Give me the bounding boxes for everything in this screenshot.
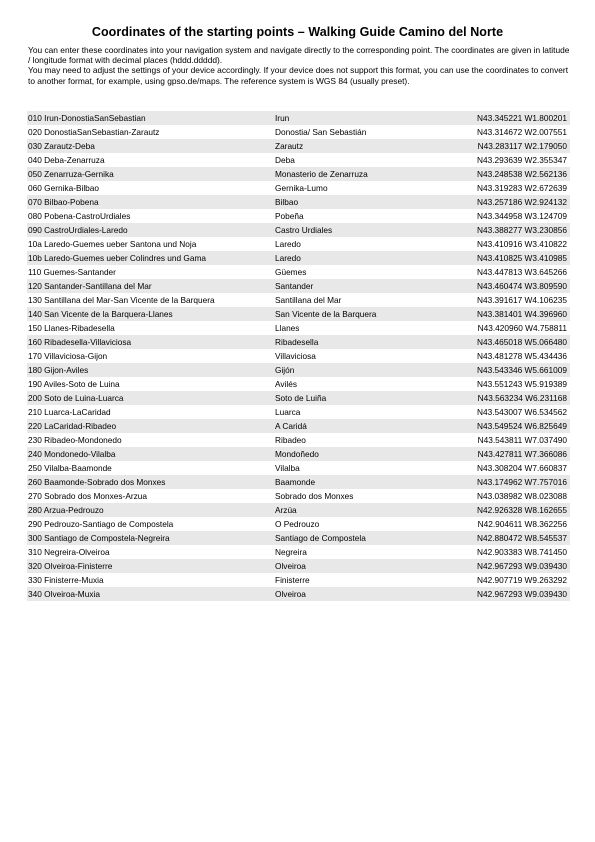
table-row (27, 279, 570, 293)
place-cell: Irun (275, 113, 290, 123)
coords-cell: N43.549524 W6.825649 (477, 421, 567, 431)
stage-cell: 050 Zenarruza-Gernika (28, 169, 114, 179)
coords-cell: N42.903383 W8.741450 (477, 547, 567, 557)
place-cell: Ribadesella (275, 337, 319, 347)
coords-cell: N43.427811 W7.366086 (477, 449, 567, 459)
place-cell: Gernika-Lumo (275, 183, 328, 193)
place-cell: Negreira (275, 547, 307, 557)
stage-cell: 220 LaCaridad-Ribadeo (28, 421, 117, 431)
stage-cell: 300 Santiago de Compostela-Negreira (28, 533, 170, 543)
place-cell: Santillana del Mar (275, 295, 342, 305)
intro-paragraph-2: You may need to adjust the settings of your device accordingly. If your device does not support this format, you can use the coordinates to convert to another format, for example, using gpso.de/maps. The reference system is WGS 84 (usually preset). (28, 65, 569, 86)
stage-cell: 010 Irun-DonostiaSanSebastian (28, 113, 146, 123)
place-cell: Pobeña (275, 211, 304, 221)
coords-cell: N43.447813 W3.645266 (477, 267, 567, 277)
place-cell: Laredo (275, 239, 301, 249)
place-cell: Donostia/ San Sebastián (275, 127, 367, 137)
place-cell: Monasterio de Zenarruza (275, 169, 368, 179)
coords-cell: N42.967293 W9.039430 (477, 561, 567, 571)
table-row (27, 573, 570, 587)
place-cell: Santiago de Compostela (275, 533, 366, 543)
table-row (27, 531, 570, 545)
coords-cell: N43.345221 W1.800201 (477, 113, 567, 123)
place-cell: Llanes (275, 323, 300, 333)
coords-cell: N42.926328 W8.162655 (477, 505, 567, 515)
coords-cell: N43.283117 W2.179050 (477, 141, 567, 151)
page-title: Coordinates of the starting points – Walking Guide Camino del Norte (91, 25, 504, 39)
coords-cell: N43.410916 W3.410822 (477, 239, 567, 249)
stage-cell: 330 Finisterre-Muxia (28, 575, 104, 585)
coords-cell: N43.391617 W4.106235 (477, 295, 567, 305)
place-cell: O Pedrouzo (275, 519, 320, 529)
stage-cell: 130 Santillana del Mar-San Vicente de la Barquera (28, 295, 215, 305)
table-row (27, 125, 570, 139)
stage-cell: 270 Sobrado dos Monxes-Arzua (28, 491, 147, 501)
place-cell: Ribadeo (275, 435, 306, 445)
table-row (27, 447, 570, 461)
coords-cell: N43.481278 W5.434436 (477, 351, 567, 361)
table-row (27, 391, 570, 405)
coords-cell: N43.174962 W7.757016 (477, 477, 567, 487)
table-row (27, 489, 570, 503)
stage-cell: 150 Llanes-Ribadesella (28, 323, 115, 333)
table-row (27, 209, 570, 223)
place-cell: Bilbao (275, 197, 299, 207)
stage-cell: 310 Negreira-Olveiroa (28, 547, 110, 557)
place-cell: Baamonde (275, 477, 316, 487)
coordinates-table (27, 111, 570, 601)
stage-cell: 040 Deba-Zenarruza (28, 155, 105, 165)
stage-cell: 250 Vilalba-Baamonde (28, 463, 112, 473)
stage-cell: 290 Pedrouzo-Santiago de Compostela (28, 519, 174, 529)
coords-cell: N43.319283 W2.672639 (477, 183, 567, 193)
stage-cell: 210 Luarca-LaCaridad (28, 407, 111, 417)
place-cell: Gijón (275, 365, 295, 375)
coords-cell: N43.257186 W2.924132 (477, 197, 567, 207)
table-row (27, 265, 570, 279)
intro-text (28, 45, 570, 86)
stage-cell: 020 DonostiaSanSebastian-Zarautz (28, 127, 160, 137)
coords-cell: N43.460474 W3.809590 (477, 281, 567, 291)
place-cell: Olveiroa (275, 561, 306, 571)
table-row (27, 335, 570, 349)
place-cell: Villaviciosa (275, 351, 316, 361)
table-row (27, 167, 570, 181)
coords-cell: N43.314672 W2.007551 (477, 127, 567, 137)
place-cell: Sobrado dos Monxes (275, 491, 354, 501)
place-cell: Luarca (275, 407, 301, 417)
table-row (27, 195, 570, 209)
stage-cell: 070 Bilbao-Pobena (28, 197, 99, 207)
place-cell: Castro Urdiales (275, 225, 333, 235)
stage-cell: 160 Ribadesella-Villaviciosa (28, 337, 132, 347)
stage-cell: 240 Mondonedo-Vilalba (28, 449, 116, 459)
coords-cell: N43.420960 W4.758811 (477, 323, 567, 333)
coords-cell: N43.248538 W2.562136 (477, 169, 567, 179)
coords-cell: N43.038982 W8.023088 (477, 491, 567, 501)
table-row (27, 377, 570, 391)
coords-cell: N43.308204 W7.660837 (477, 463, 567, 473)
table-row (27, 293, 570, 307)
table-row (27, 461, 570, 475)
stage-cell: 280 Arzua-Pedrouzo (28, 505, 104, 515)
stage-cell: 030 Zarautz-Deba (28, 141, 95, 151)
stage-cell: 260 Baamonde-Sobrado dos Monxes (28, 477, 166, 487)
table-row (27, 559, 570, 573)
coords-cell: N42.880472 W8.545537 (477, 533, 567, 543)
table-row (27, 433, 570, 447)
stage-cell: 080 Pobena-CastroUrdiales (28, 211, 131, 221)
coords-cell: N43.543346 W5.661009 (477, 365, 567, 375)
stage-cell: 340 Olveiroa-Muxia (28, 589, 100, 599)
place-cell: Avilés (275, 379, 297, 389)
place-cell: Olveiroa (275, 589, 306, 599)
coords-cell: N43.381401 W4.396960 (477, 309, 567, 319)
coords-cell: N43.388277 W3.230856 (477, 225, 567, 235)
stage-cell: 120 Santander-Santillana del Mar (28, 281, 152, 291)
stage-cell: 170 Villaviciosa-Gijon (28, 351, 108, 361)
coords-cell: N43.344958 W3.124709 (477, 211, 567, 221)
table-row (27, 587, 570, 601)
coords-cell: N43.551243 W5.919389 (477, 379, 567, 389)
coords-cell: N43.410825 W3.410985 (477, 253, 567, 263)
place-cell: Finisterre (275, 575, 310, 585)
stage-cell: 140 San Vicente de la Barquera-Llanes (28, 309, 173, 319)
table-row (27, 419, 570, 433)
table-row (27, 363, 570, 377)
stage-cell: 190 Aviles-Soto de Luina (28, 379, 120, 389)
table-row (27, 223, 570, 237)
table-row (27, 307, 570, 321)
stage-cell: 10b Laredo-Guemes ueber Colindres und Gama (28, 253, 207, 263)
table-row (27, 405, 570, 419)
stage-cell: 230 Ribadeo-Mondonedo (28, 435, 122, 445)
stage-cell: 320 Olveiroa-Finisterre (28, 561, 113, 571)
place-cell: Soto de Luiña (275, 393, 327, 403)
coords-cell: N43.543007 W6.534562 (477, 407, 567, 417)
table-row (27, 181, 570, 195)
table-row (27, 503, 570, 517)
stage-cell: 110 Guemes-Santander (28, 267, 116, 277)
place-cell: Vilalba (275, 463, 300, 473)
table-row (27, 251, 570, 265)
table-row (27, 349, 570, 363)
coords-cell: N42.907719 W9.263292 (477, 575, 567, 585)
table-row (27, 139, 570, 153)
place-cell: Deba (275, 155, 295, 165)
coords-cell: N42.904611 W8.362256 (477, 519, 567, 529)
stage-cell: 200 Soto de Luina-Luarca (28, 393, 124, 403)
coords-cell: N43.563234 W6.231168 (477, 393, 567, 403)
intro-paragraph-1: You can enter these coordinates into your navigation system and navigate directly to the corresponding point. The coordinates are given in latitude / longitude format with decimal places (hddd.ddddd). (28, 45, 570, 66)
table-row (27, 321, 570, 335)
place-cell: Güemes (275, 267, 307, 277)
stage-cell: 180 Gijon-Aviles (28, 365, 89, 375)
stage-cell: 090 CastroUrdiales-Laredo (28, 225, 128, 235)
stage-cell: 060 Gernika-Bilbao (28, 183, 100, 193)
place-cell: A Caridá (275, 421, 307, 431)
coords-cell: N43.465018 W5.066480 (477, 337, 567, 347)
place-cell: Laredo (275, 253, 301, 263)
place-cell: Mondoñedo (275, 449, 319, 459)
table-row (27, 237, 570, 251)
table-row (27, 545, 570, 559)
coords-cell: N43.543811 W7.037490 (477, 435, 567, 445)
table-row (27, 475, 570, 489)
table-row (27, 153, 570, 167)
place-cell: Zarautz (275, 141, 304, 151)
coords-cell: N43.293639 W2.355347 (477, 155, 567, 165)
stage-cell: 10a Laredo-Guemes ueber Santona und Noja (28, 239, 197, 249)
place-cell: San Vicente de la Barquera (275, 309, 377, 319)
coords-cell: N42.967293 W9.039430 (477, 589, 567, 599)
table-row (27, 111, 570, 125)
place-cell: Santander (275, 281, 314, 291)
place-cell: Arzúa (275, 505, 297, 515)
table-row (27, 517, 570, 531)
